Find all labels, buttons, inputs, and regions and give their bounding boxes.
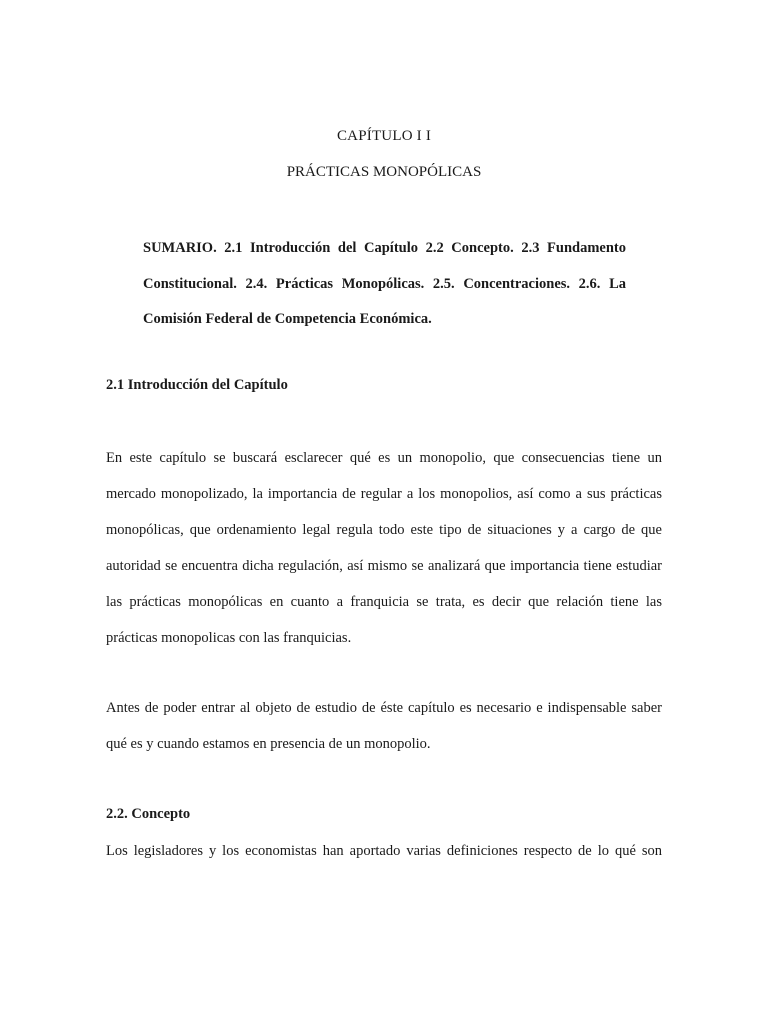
section-heading-introduccion: 2.1 Introducción del Capítulo	[106, 377, 288, 393]
chapter-title: CAPÍTULO I I	[336, 128, 432, 144]
chapter-subtitle: PRÁCTICAS MONOPÓLICAS	[286, 164, 482, 180]
body-paragraph: Antes de poder entrar al objeto de estudio de éste capítulo es necesario e indispensable saber qué es y cuando estamos en presencia de un monopolio.	[106, 700, 662, 752]
sumario-paragraph: SUMARIO. 2.1 Introducción del Capítulo 2.2 Concepto. 2.3 Fundamento Constitucional. 2.4. Prácticas Monopólicas. 2.5. Concentraciones. 2.6. La Comisión Federal de Competencia Económica.	[143, 240, 626, 327]
section-heading-concepto: 2.2. Concepto	[106, 806, 191, 822]
body-paragraph: En este capítulo se buscará esclarecer qué es un monopolio, que consecuencias tiene un mercado monopolizado, la importancia de regular a los monopolios, así como a sus prácticas monopólicas, que ordenamiento legal regula todo este tipo de situaciones y a cargo de que autoridad se encuentra dicha regulación, así mismo se analizará que importancia tiene estudiar las prácticas monopólicas en cuanto a franquicia se trata, es decir que relación tiene las prácticas monopolicas con las franquicias.	[106, 450, 662, 646]
body-paragraph: Los legisladores y los economistas han aportado varias definiciones respecto de lo qué son	[106, 843, 662, 859]
